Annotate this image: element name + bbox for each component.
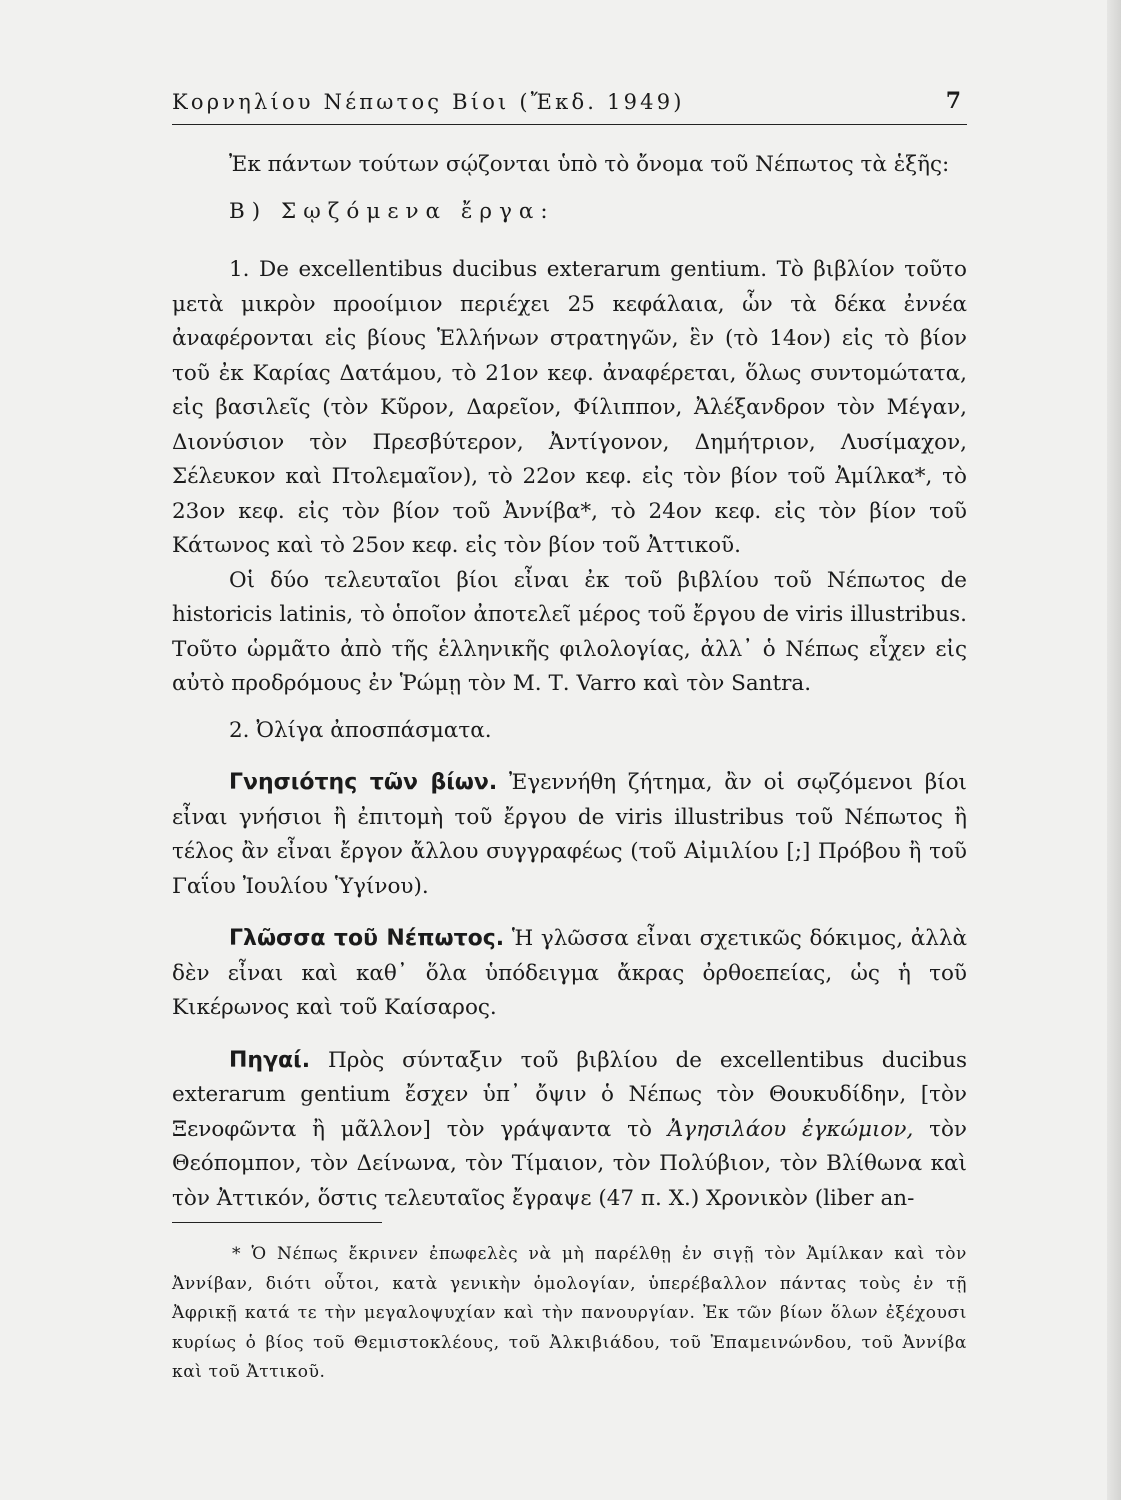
sources-paragraph (172, 1044, 967, 1217)
footnote (172, 1240, 967, 1388)
section-heading-text: Β) Σῳζόμενα ἔργα: (229, 198, 555, 224)
authenticity-text: Ἐγεννήθη ζήτημα, ἂν οἱ σῳζόμενοι βίοι εἶναι γνήσιοι ἢ ἐπιτομὴ τοῦ ἔργου de viris illustribus τοῦ Νέπωτος ἢ τέλος ἂν εἶναι ἔργον ἄλλου συγγραφέως (τοῦ Αἰμιλίου [;] Πρόβου ἢ τοῦ Γαΐου Ἰουλίου Ὑγίνου). (172, 770, 967, 899)
sources-heading: Πηγαί. (229, 1047, 311, 1073)
page-edge-shadow (1107, 0, 1121, 1500)
item-1-paragraph: 1. De excellentibus ducibus exterarum gentium. Τὸ βιβλίον τοῦτο μετὰ μικρὸν προοίμιον περιέχει 25 κεφάλαια, ὧν τὰ δέκα ἐννέα ἀναφέρονται εἰς βίους Ἑλλήνων στρατηγῶν, ἓν (τὸ 14ον) εἰς τὸ βίον τοῦ ἐκ Καρίας Δατάμου, τὸ 21ον κεφ. ἀναφέρεται, ὅλως συντομώτατα, εἰς βασιλεῖς (τὸν Κῦρον, Δαρεῖον, Φίλιππον, Ἀλέξανδρον τὸν Μέγαν, Διονύσιον τὸν Πρεσβύτερον, Ἀντίγονον, Δημήτριον, Λυσίμαχον, Σέλευκον καὶ Πτολεμαῖον), τὸ 22ον κεφ. εἰς τὸν βίον τοῦ Ἀμίλκα*, τὸ 23ον κεφ. εἰς τὸν βίον τοῦ Ἀννίβα*, τὸ 24ον κεφ. εἰς τὸν βίον τοῦ Κάτωνος καὶ τὸ 25ον κεφ. εἰς τὸν βίον τοῦ Ἀττικοῦ. (172, 257, 967, 558)
language-paragraph (172, 922, 967, 1026)
language-heading: Γλῶσσα τοῦ Νέπωτος. (229, 926, 505, 951)
item-2-paragraph: 2. Ὀλίγα ἀποσπάσματα. (229, 717, 492, 743)
last-two-lives-paragraph: Οἱ δύο τελευταῖοι βίοι εἶναι ἐκ τοῦ βιβλίου τοῦ Νέπωτος de historicis latinis, τὸ ὁποῖον ἀποτελεῖ μέρος τοῦ ἔργου de viris illustribus. Τοῦτο ὡρμᾶτο ἀπὸ τῆς ἑλληνικῆς φιλολογίας, ἀλλ᾽ ὁ Νέπως εἶχεν εἰς αὐτὸ προδρόμους ἐν Ῥώμῃ τὸν Μ. Τ. Varro καὶ τὸν Santra. (172, 567, 967, 696)
authenticity-paragraph (172, 766, 967, 904)
main-text (172, 148, 967, 1216)
footnote-divider (172, 1222, 382, 1223)
sources-text: Πρὸς σύνταξιν τοῦ βιβλίου de excellentibus ducibus exterarum gentium ἔσχεν ὑπ᾽ ὄψιν ὁ Νέπως τὸν Θουκυδίδην, [τὸν Ξενοφῶντα ἢ μᾶλλον] τὸν γράψαντα τὸ (172, 1047, 967, 1142)
running-header (172, 88, 967, 125)
intro-paragraph: Ἐκ πάντων τούτων σῴζονται ὑπὸ τὸ ὄνομα τοῦ Νέπωτος τὰ ἑξῆς: (229, 152, 950, 177)
section-heading-works (172, 195, 967, 230)
sources-text-end: τὸν Θεόπομπον, τὸν Δείνωνα, τὸν Τίμαιον, τὸν Πολύβιον, τὸν Βλίθωνα καὶ τὸν Ἀττικόν, ὅστις τελευταῖος ἔγραψε (47 π. Χ.) Χρονικὸν (liber an- (172, 1116, 967, 1211)
language-text: Ἡ γλῶσσα εἶναι σχετικῶς δόκιμος, ἀλλὰ δὲν εἶναι καὶ καθ᾽ ὅλα ὑπόδειγμα ἄκρας ὀρθοεπείας, ὡς ἡ τοῦ Κικέρωνος καὶ τοῦ Καίσαρος. (172, 926, 967, 1020)
footnote-text: * Ὁ Νέπως ἔκρινεν ἐπωφελὲς νὰ μὴ παρέλθῃ ἐν σιγῇ τὸν Ἀμίλκαν καὶ τὸν Ἀννίβαν, διότι οὗτοι, κατὰ γενικὴν ὁμολογίαν, ὑπερέβαλλον πάντας τοὺς ἐν τῇ Ἀφρικῇ κατά τε τὴν μεγαλοψυχίαν καὶ τὴν πανουργίαν. Ἐκ τῶν βίων ὅλων ἐξέχουσι κυρίως ὁ βίος τοῦ Θεμιστοκλέους, τοῦ Ἀλκιβιάδου, τοῦ Ἐπαμεινώνδου, τοῦ Ἀννίβα καὶ τοῦ Ἀττικοῦ. (172, 1244, 967, 1382)
authenticity-heading: Γνησιότης τῶν βίων. (229, 770, 498, 795)
page-number: 7 (945, 88, 961, 114)
sources-italic-title: Ἀγησιλάου ἐγκώμιον, (667, 1116, 914, 1142)
running-header-title: Κορνηλίου Νέπωτος Βίοι (Ἔκδ. 1949) (172, 90, 685, 114)
